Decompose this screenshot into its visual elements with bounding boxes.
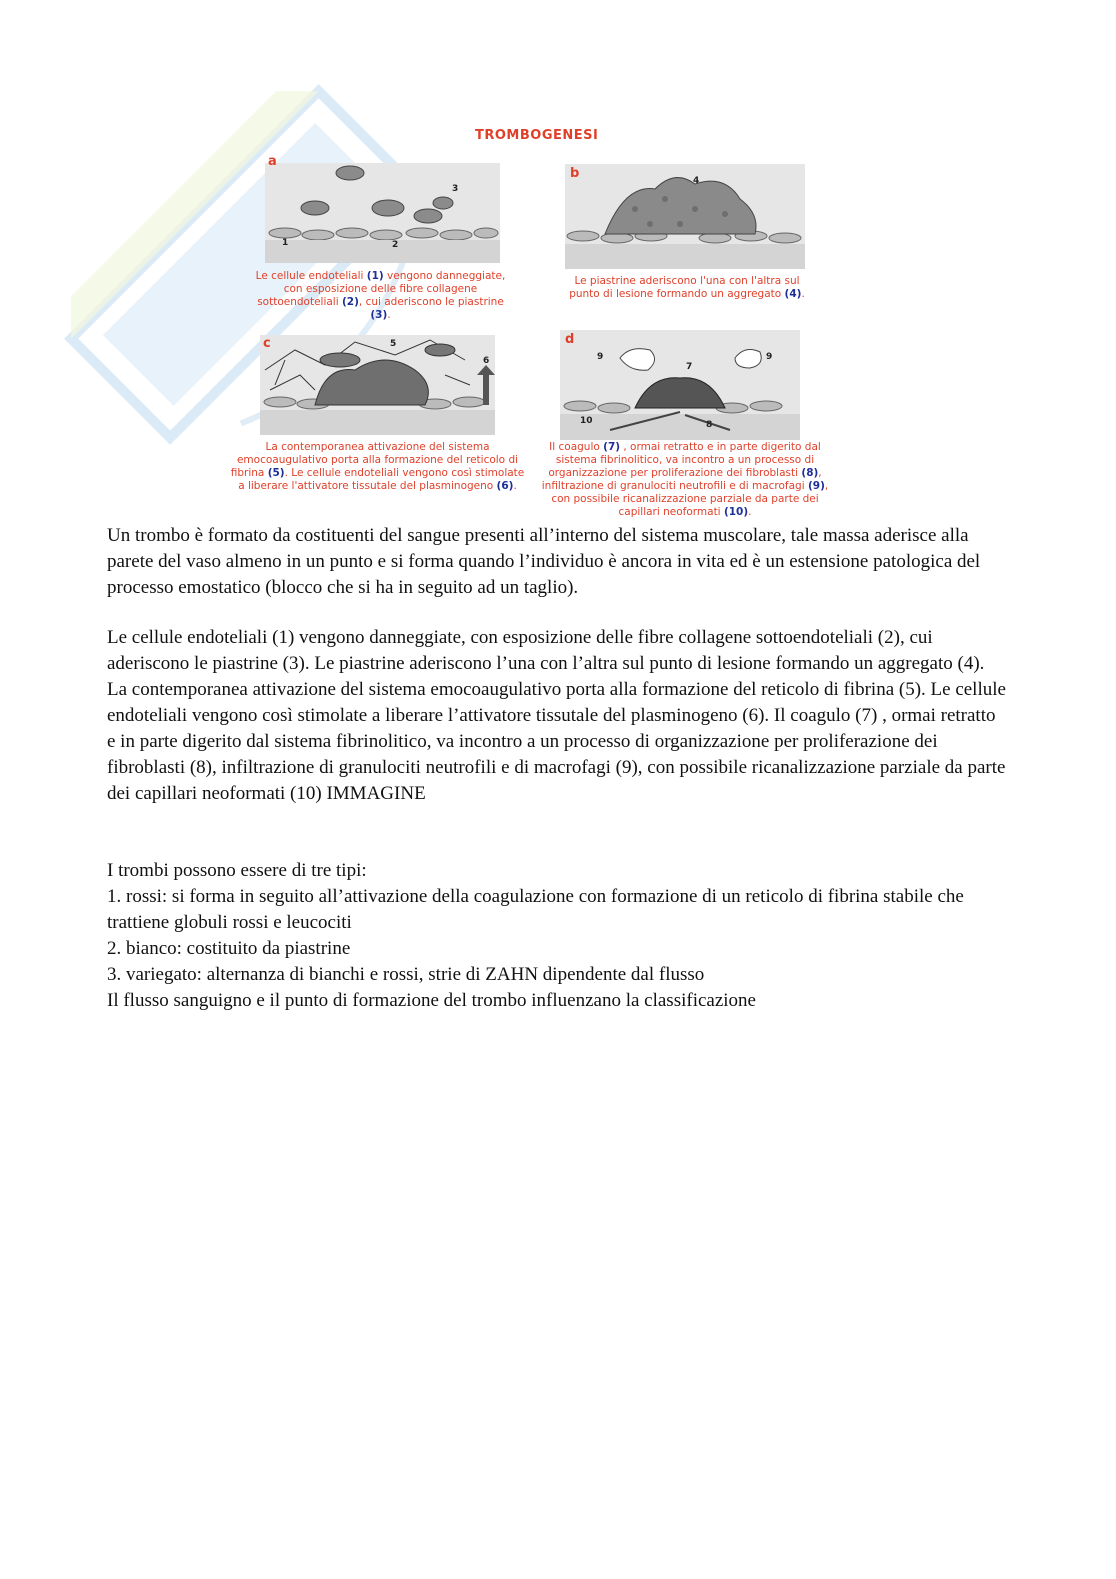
caption-number: (8) (801, 467, 819, 479)
caption-text: . Le cellule endoteliali vengono così stimolate a liberare l'attivatore tissutale del plasminogeno (238, 467, 525, 492)
caption-number: (2) (341, 296, 359, 308)
list-intro: I trombi possono essere di tre tipi: (107, 860, 367, 881)
caption-text: vengono danneggiate, con esposizione delle fibre collagene sottoendoteliali (257, 270, 506, 308)
label-number: 9 (597, 352, 604, 362)
caption-text: . (748, 506, 752, 518)
label-number: 10 (580, 416, 593, 426)
paragraph-text: Le cellule endoteliali (1) vengono danneggiate, con esposizione delle fibre collagene sottoendoteliali (2), cui aderiscono le piastrine (3). Le piastrine aderiscono l’una con l’altra sul punto di lesione formando un aggregato (4). La contemporanea attivazione del sistema emocoaugulativo porta alla formazione del reticolo di fibrina (5). Le cellule endoteliali vengono così stimolate a liberare l’attivatore tissutale del plasminogeno (6). Il coagulo (7) , ormai retratto e in parte digerito dal sistema fibrinolitico, va incontro a un processo di organizzazione per proliferazione dei fibroblasti (8), infiltrazione di granulociti neutrofili e di macrofagi (9), con possibile ricanalizzazione parziale da parte dei capillari neoformati (10) IMMAGINE (107, 627, 1006, 804)
caption-text: Le piastrine aderiscono l'una con l'altra sul punto di lesione formando un aggregato (569, 275, 800, 300)
panel-d (560, 330, 805, 440)
caption-number: (3) (370, 309, 388, 321)
closing-line: Il flusso sanguigno e il punto di formazione del trombo influenzano la classificazione (107, 990, 756, 1011)
caption-text: , infiltrazione di granulociti neutrofili e di macrofagi (541, 467, 822, 492)
label-number: 1 (282, 238, 289, 248)
caption-text: . (513, 480, 517, 492)
label-number: 7 (686, 362, 693, 372)
caption-number: (7) (603, 441, 621, 453)
panel-d-caption (535, 441, 835, 519)
panel-a-caption (248, 270, 513, 322)
caption-text: , con possibile ricanalizzazione parziale da parte dei capillari neoformati (551, 480, 829, 518)
caption-number: (5) (267, 467, 285, 479)
caption-text: La contemporanea attivazione del sistema emocoaugulativo porta alla formazione del reticolo di fibrina (230, 441, 519, 479)
caption-text: . (387, 309, 391, 321)
caption-text: Le cellule endoteliali (255, 270, 367, 282)
paragraph-description (107, 625, 1007, 807)
panel-d-illustration (560, 330, 805, 440)
panel-c (255, 330, 500, 440)
thrombus-types-list (107, 858, 1007, 1014)
label-number: 6 (483, 356, 490, 366)
label-number: 2 (392, 240, 399, 250)
panel-c-caption (230, 441, 525, 493)
label-number: 5 (390, 339, 397, 349)
panel-b (565, 164, 805, 269)
trombogenesi-figure (230, 120, 850, 520)
label-number: 9 (766, 352, 773, 362)
panel-b-illustration (565, 164, 805, 269)
caption-number: (1) (366, 270, 384, 282)
caption-number: (6) (496, 480, 514, 492)
paragraph-text: Un trombo è formato da costituenti del sangue presenti all’interno del sistema muscolare, tale massa aderisce alla parete del vaso almeno in un punto e si forma quando l’individuo è ancora in vita ed è un estensione patologica del processo emostatico (blocco che si ha in seguito ad un taglio). (107, 525, 981, 598)
panel-b-caption (562, 275, 812, 301)
label-number: 8 (706, 420, 713, 430)
caption-number: (4) (784, 288, 802, 300)
label-number: 3 (452, 184, 459, 194)
caption-text: , ormai retratto e in parte digerito dal sistema fibrinolitico, va incontro a un processo di organizzazione per proliferazione dei fibroblasti (548, 441, 821, 479)
list-item: 1. rossi: si forma in seguito all’attivazione della coagulazione con formazione di un reticolo di fibrina stabile che trattiene globuli rossi e leucociti (107, 886, 964, 933)
caption-number: (10) (723, 506, 749, 518)
label-number: 4 (693, 176, 700, 186)
caption-text: Il coagulo (549, 441, 604, 453)
paragraph-intro (107, 523, 1007, 601)
panel-letter: c (263, 336, 271, 351)
panel-letter: d (565, 332, 575, 347)
figure-title: TROMBOGENESI (475, 128, 599, 143)
caption-text: . (801, 288, 805, 300)
caption-text: , cui aderiscono le piastrine (358, 296, 504, 308)
panel-a-illustration (260, 158, 505, 268)
list-item: 3. variegato: alternanza di bianchi e rossi, strie di ZAHN dipendente dal flusso (107, 964, 705, 985)
panel-a (260, 154, 505, 268)
list-item: 2. bianco: costituito da piastrine (107, 938, 351, 959)
caption-number: (9) (807, 480, 825, 492)
panel-c-illustration (255, 330, 500, 440)
panel-letter: b (570, 166, 580, 181)
panel-letter: a (268, 154, 277, 169)
